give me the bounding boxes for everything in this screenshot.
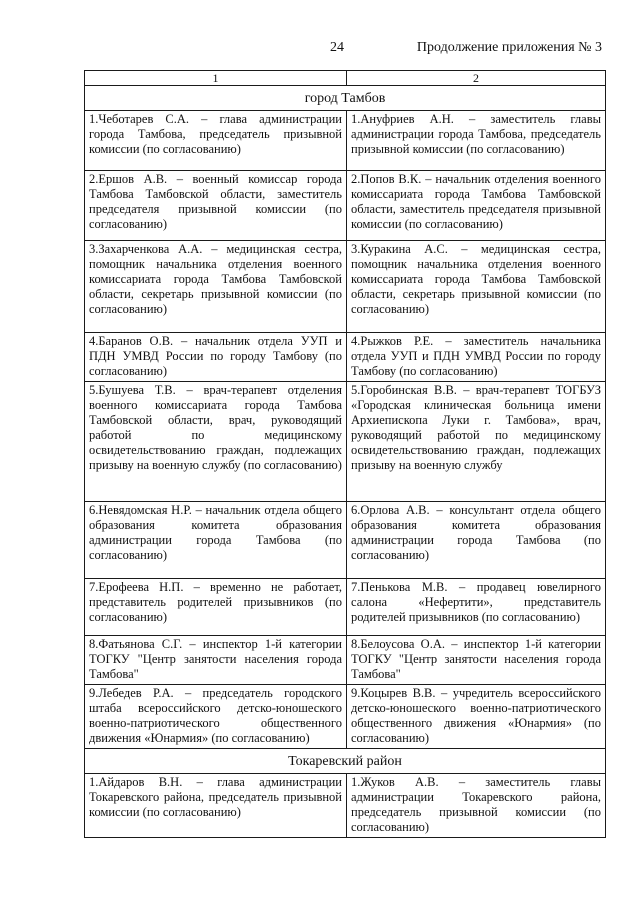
main-member-cell: 3.Захарченкова А.А. – медицинская сестра, помощник начальника отделения военного комиссариата города Тамбова Тамбовской области, секретарь призывной комиссии (по согласованию) [85, 241, 347, 333]
table-row [85, 685, 606, 749]
table-row [85, 579, 606, 636]
reserve-member-cell: 4.Рыжков Р.Е. – заместитель начальника отдела УУП и ПДН УМВД России по городу Тамбову (по согласованию) [347, 333, 606, 382]
reserve-member-cell: 1.Жуков А.В. – заместитель главы администрации Токаревского района, председатель призывной комиссии (по согласованию) [347, 774, 606, 838]
table-row [85, 382, 606, 502]
main-member-cell: 6.Невядомская Н.Р. – начальник отдела общего образования комитета образования администрации города Тамбова (по согласованию) [85, 502, 347, 579]
column-header-row [85, 71, 606, 86]
main-member-cell: 7.Ерофеева Н.П. – временно не работает, представитель родителей призывников (по согласованию) [85, 579, 347, 636]
reserve-member-cell: 8.Белоусова О.А. – инспектор 1-й категории ТОГКУ "Центр занятости населения города Тамбова" [347, 636, 606, 685]
commission-table [84, 70, 606, 838]
section-title-tambov: город Тамбов [85, 86, 606, 111]
reserve-member-cell: 6.Орлова А.В. – консультант отдела общего образования комитета образования администрации города Тамбова (по согласованию) [347, 502, 606, 579]
main-member-cell: 9.Лебедев Р.А. – председатель городского штаба всероссийского детско-юношеского военно-патриотического общественного движения «Юнармия» (по согласованию) [85, 685, 347, 749]
reserve-member-cell: 5.Горобинская В.В. – врач-терапевт ТОГБУЗ «Городская клиническая больница имени Архиепископа Луки г. Тамбова», врач, руководящий работой по медицинскому освидетельствованию граждан, подлежащих призыву на военную службу [347, 382, 606, 502]
main-member-cell: 5.Бушуева Т.В. – врач-терапевт отделения военного комиссариата города Тамбова Тамбовской области, врач, руководящий работой по медицинскому освидетельствованию граждан, подлежащих призыву на военную службу (по согласованию) [85, 382, 347, 502]
reserve-member-cell: 9.Коцырев В.В. – учредитель всероссийского детско-юношеского военно-патриотического общественного движения «Юнармия» (по согласованию) [347, 685, 606, 749]
main-member-cell: 8.Фатьянова С.Г. – инспектор 1-й категории ТОГКУ "Центр занятости населения города Тамбова" [85, 636, 347, 685]
section-title-tokarevsky: Токаревский район [85, 749, 606, 774]
main-member-cell: 2.Ершов А.В. – военный комиссар города Тамбова Тамбовской области, заместитель председателя призывной комиссии (по согласованию) [85, 171, 347, 241]
table-row [85, 171, 606, 241]
reserve-member-cell: 2.Попов В.К. – начальник отделения военного комиссариата города Тамбова Тамбовской области, заместитель председателя призывной комиссии (по согласованию) [347, 171, 606, 241]
column-header-1: 1 [85, 71, 347, 86]
main-member-cell: 1.Чеботарев С.А. – глава администрации города Тамбова, председатель призывной комиссии (по согласованию) [85, 111, 347, 171]
main-member-cell: 1.Айдаров В.Н. – глава администрации Токаревского района, председатель призывной комиссии (по согласованию) [85, 774, 347, 838]
table-row [85, 333, 606, 382]
table-row [85, 502, 606, 579]
main-member-cell: 4.Баранов О.В. – начальник отдела УУП и ПДН УМВД России по городу Тамбову (по согласованию) [85, 333, 347, 382]
page-number: 24 [330, 40, 344, 55]
table-row [85, 241, 606, 333]
reserve-member-cell: 1.Ануфриев А.Н. – заместитель главы администрации города Тамбова, председатель призывной комиссии (по согласованию) [347, 111, 606, 171]
table-row [85, 636, 606, 685]
column-header-2: 2 [347, 71, 606, 86]
section-header-row [85, 86, 606, 111]
reserve-member-cell: 7.Пенькова М.В. – продавец ювелирного салона «Нефертити», представитель родителей призывников (по согласованию) [347, 579, 606, 636]
section-header-row [85, 749, 606, 774]
appendix-label: Продолжение приложения № 3 [416, 40, 602, 55]
reserve-member-cell: 3.Куракина А.С. – медицинская сестра, помощник начальника отделения военного комиссариата города Тамбова Тамбовской области, секретарь призывной комиссии (по согласованию) [347, 241, 606, 333]
table-row [85, 111, 606, 171]
table-row [85, 774, 606, 838]
